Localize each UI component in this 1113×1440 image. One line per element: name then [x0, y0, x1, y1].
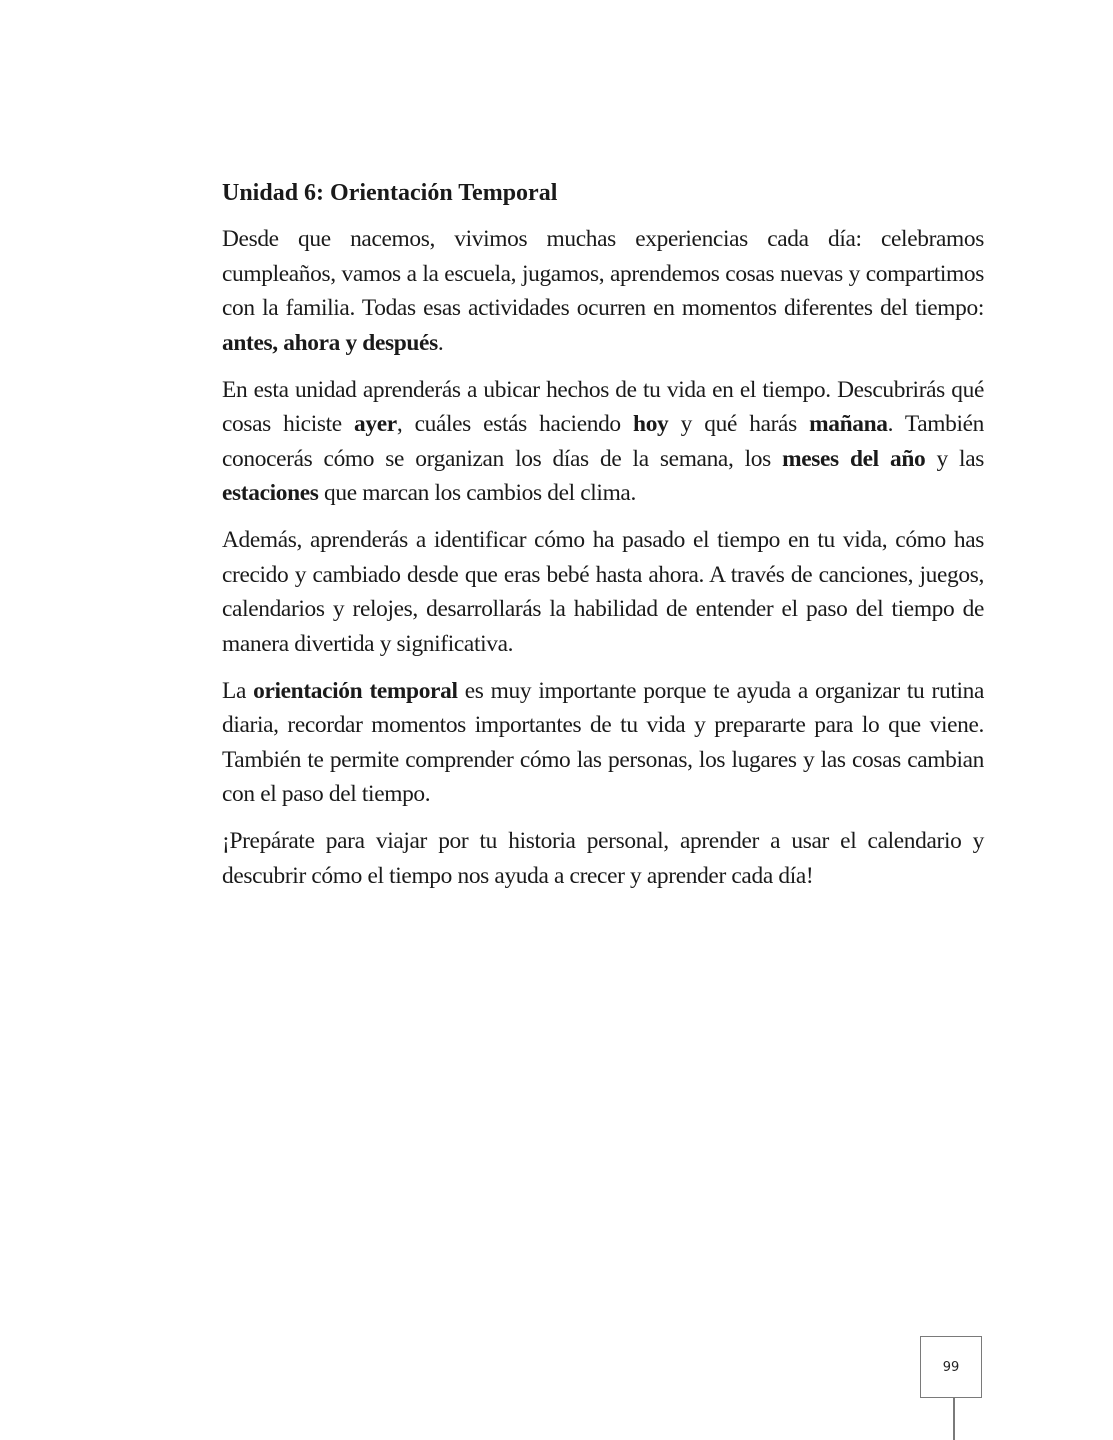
bold-term: ayer — [354, 411, 397, 437]
text-run: . — [437, 329, 444, 356]
text-run: es muy importante porque te ayuda a organizar tu rutina diaria, recordar momentos importantes de tu vida y prepararte para lo que viene. También te permite comprender cómo las personas, los lugares y las cosas cambian con el paso del tiempo. — [222, 677, 985, 807]
paragraph — [222, 373, 984, 511]
text-run: que marcan los cambios del clima. — [318, 480, 636, 506]
paragraph — [222, 523, 984, 661]
text-run: En esta unidad aprenderás a ubicar hechos de tu vida en el tiempo. Descubrirás qué cosas hiciste — [222, 376, 984, 437]
text-run: y qué harás — [668, 411, 810, 437]
bold-term: orientación temporal — [253, 677, 458, 704]
paragraph — [222, 674, 984, 812]
text-run: Además, aprenderás a identificar cómo ha pasado el tiempo en tu vida, cómo has crecido y cambiado desde que eras bebé hasta ahora. A través de canciones, juegos, calendarios y relojes, desarrollarás la habilidad de entender el paso del tiempo de manera divertida y significativa. — [222, 527, 984, 657]
paragraph — [222, 222, 984, 360]
page-number: 99 — [942, 1359, 960, 1375]
bold-term: estaciones — [222, 480, 319, 506]
bold-term: mañana — [809, 411, 888, 437]
bold-term: antes, ahora y después — [222, 329, 438, 356]
text-run: y las — [925, 445, 984, 472]
paragraph — [222, 824, 984, 893]
bold-term: meses del año — [782, 445, 926, 472]
text-run: La — [222, 677, 254, 704]
text-run: ¡Prepárate para viajar por tu historia personal, aprender a usar el calendario y descubrir cómo el tiempo nos ayuda a crecer y aprender cada día! — [222, 828, 984, 889]
text-run: Desde que nacemos, vivimos muchas experiencias cada día: celebramos cumpleaños, vamos a la escuela, jugamos, aprendemos cosas nuevas y compartimos con la familia. Todas esas actividades ocurren en momentos diferentes del tiempo: — [222, 226, 984, 321]
page-number-connector-line — [953, 1398, 955, 1440]
text-run: . También conocerás cómo se organizan los días de la semana, los — [222, 411, 984, 472]
page-content — [222, 176, 984, 906]
bold-term: hoy — [633, 411, 669, 437]
body-text — [222, 222, 984, 893]
text-run: , cuáles estás haciendo — [396, 411, 634, 437]
unit-title: Unidad 6: Orientación Temporal — [222, 180, 558, 206]
page-number-box — [920, 1336, 982, 1398]
